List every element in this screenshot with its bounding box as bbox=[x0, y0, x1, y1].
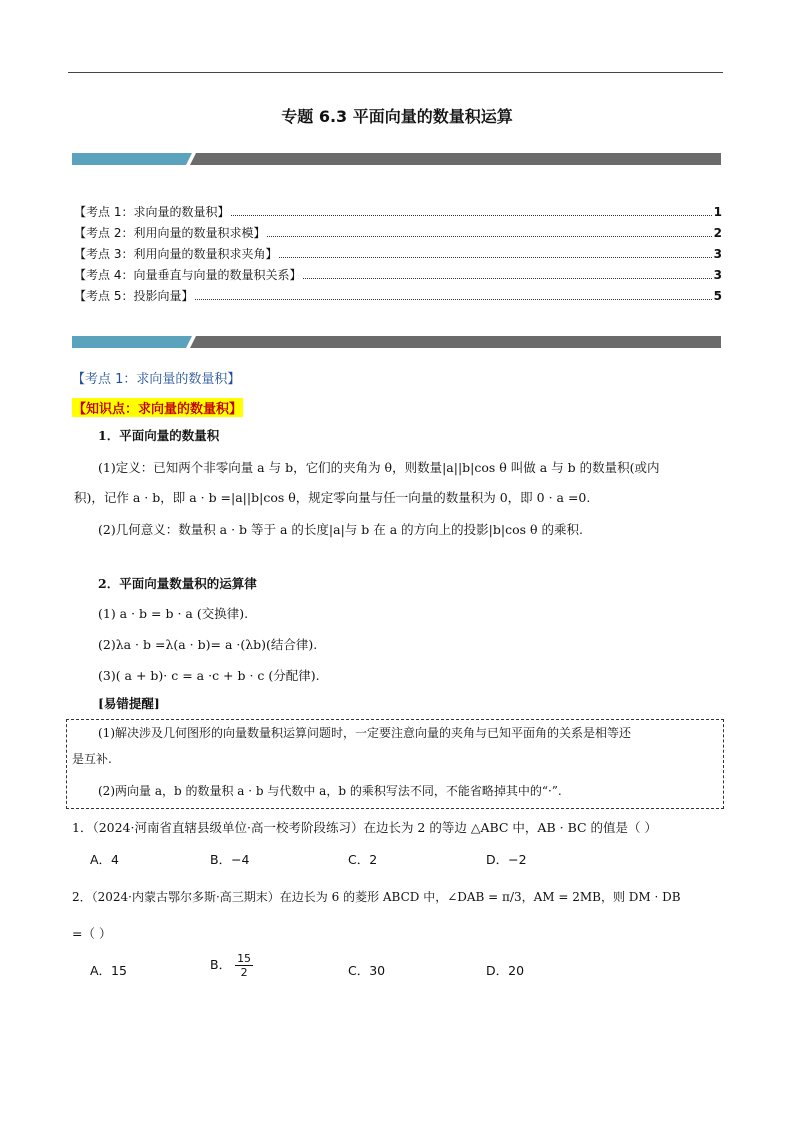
knowledge-point-tag: 【知识点：求向量的数量积】 bbox=[72, 398, 243, 417]
geometry-meaning-line: (2)几何意义：数量积 a · b 等于 a 的长度|a|与 b 在 a 的方向上的投影|b|cos θ 的乘积. bbox=[98, 522, 583, 537]
law-commutative: (1) a · b = b · a (交换律). bbox=[98, 606, 249, 621]
section-divider-bar bbox=[72, 336, 721, 348]
law-distributive: (3)( a + b)· c = a ·c + b · c (分配律). bbox=[98, 668, 320, 683]
toc-leader bbox=[267, 235, 711, 237]
tips-title: [易错提醒] bbox=[98, 696, 160, 711]
toc-page: 1 bbox=[713, 205, 722, 219]
section-heading: 【考点 1：求向量的数量积】 bbox=[72, 372, 241, 387]
q1-option-b[interactable]: B．−4 bbox=[210, 852, 250, 867]
fraction-denominator: 2 bbox=[240, 966, 248, 979]
subsection-title: 2．平面向量数量积的运算律 bbox=[98, 576, 257, 591]
tip-line: 是互补. bbox=[72, 752, 112, 766]
q2-option-c[interactable]: C．30 bbox=[348, 963, 386, 978]
toc-page: 3 bbox=[713, 247, 722, 261]
q2-option-b-fraction bbox=[235, 952, 253, 979]
toc-page: 5 bbox=[713, 289, 722, 303]
law-associative: (2)λa · b =λ(a · b)= a ·(λb)(结合律). bbox=[98, 637, 318, 652]
question-1-stem: 1．（2024·河南省直辖县级单位·高一校考阶段练习）在边长为 2 的等边 △ABC 中，AB · BC 的值是（ ） bbox=[72, 820, 657, 835]
q1-option-a[interactable]: A．4 bbox=[90, 852, 120, 867]
question-2-stem-cont: =（ ） bbox=[72, 926, 112, 941]
toc-page: 2 bbox=[713, 226, 722, 240]
question-2-stem: 2．（2024·内蒙古鄂尔多斯·高三期末）在边长为 6 的菱形 ABCD 中，∠DAB = π/3，AM = 2MB，则 DM · DB bbox=[72, 890, 681, 904]
fraction-numerator: 15 bbox=[237, 952, 252, 965]
q2-option-b-prefix: B． bbox=[210, 957, 232, 972]
header-rule bbox=[68, 72, 723, 73]
section-divider-bar bbox=[72, 153, 721, 165]
toc-page: 3 bbox=[713, 268, 722, 282]
q1-option-d[interactable]: D．−2 bbox=[486, 852, 527, 867]
toc-leader bbox=[231, 214, 711, 216]
toc-leader bbox=[195, 298, 711, 300]
toc-label: 【考点 1：求向量的数量积】 bbox=[74, 205, 230, 219]
toc-label: 【考点 5：投影向量】 bbox=[74, 289, 194, 303]
q2-option-b[interactable] bbox=[210, 952, 253, 979]
definition-line: 积)，记作 a · b，即 a · b =|a||b|cos θ，规定零向量与任一向量的数量积为 0，即 0 · a =0. bbox=[74, 490, 591, 505]
q2-option-d[interactable]: D．20 bbox=[486, 963, 525, 978]
toc-entry[interactable] bbox=[74, 224, 722, 244]
toc-label: 【考点 2：利用向量的数量积求模】 bbox=[74, 226, 266, 240]
q2-option-a[interactable]: A．15 bbox=[90, 963, 127, 978]
toc-leader bbox=[303, 277, 711, 279]
toc-label: 【考点 3：利用向量的数量积求夹角】 bbox=[74, 247, 278, 261]
q1-option-c[interactable]: C．2 bbox=[348, 852, 378, 867]
tip-line: (2)两向量 a，b 的数量积 a · b 与代数中 a，b 的乘积写法不同，不能省略掉其中的“·”. bbox=[98, 784, 562, 798]
subsection-title: 1．平面向量的数量积 bbox=[98, 428, 220, 443]
document-title: 专题 6.3 平面向量的数量积运算 bbox=[281, 107, 513, 126]
tip-line: (1)解决涉及几何图形的向量数量积运算问题时，一定要注意向量的夹角与已知平面角的关系是相等还 bbox=[98, 726, 632, 740]
toc-leader bbox=[279, 256, 711, 258]
toc-label: 【考点 4：向量垂直与向量的数量积关系】 bbox=[74, 268, 302, 282]
toc-entry[interactable] bbox=[74, 266, 722, 286]
toc-entry[interactable] bbox=[74, 287, 722, 307]
toc-entry[interactable] bbox=[74, 203, 722, 223]
definition-line: (1)定义：已知两个非零向量 a 与 b，它们的夹角为 θ，则数量|a||b|cos θ 叫做 a 与 b 的数量积(或内 bbox=[98, 460, 660, 475]
toc-entry[interactable] bbox=[74, 245, 722, 265]
